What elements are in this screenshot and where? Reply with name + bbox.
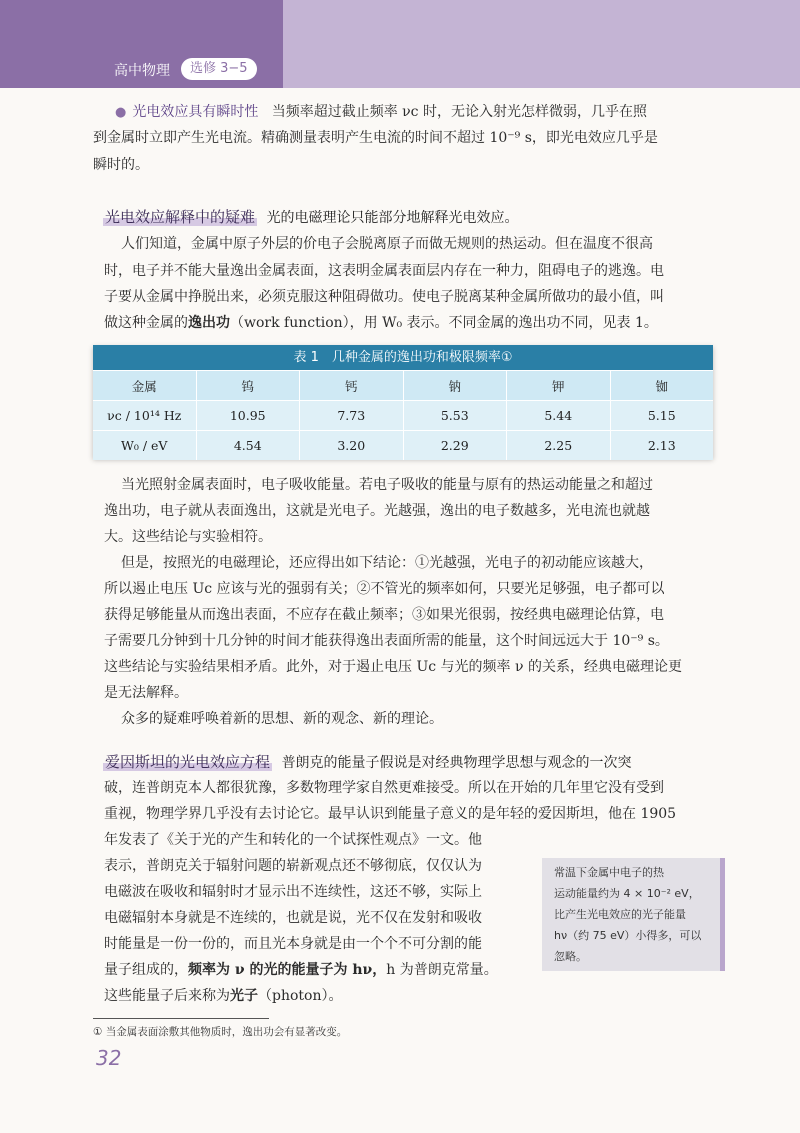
table-header-cell: 铷 [610, 371, 714, 400]
s1-p2-line-3: 大。这些结论与实验相符。 [104, 529, 272, 545]
table-cell: 5.15 [610, 401, 714, 430]
table-header-cell: 钙 [299, 371, 403, 400]
s2-line-9 [104, 959, 498, 982]
header-subject: 高中物理 [114, 63, 170, 79]
s1-p1-line-1: 人们知道，金属中原子外层的价电子会脱离原子而做无规则的热运动。但在温度不很高 [121, 236, 653, 252]
table-cell: 5.53 [403, 401, 507, 430]
table-cell: 7.73 [299, 401, 403, 430]
table-header-cell: 金属 [131, 378, 157, 394]
s1-p4: 众多的疑难呼唤着新的思想、新的观念、新的理论。 [121, 711, 443, 727]
s1-p1-last-suffix: （work function），用 W₀ 表示。不同金属的逸出功不同，见表 1。 [230, 315, 658, 331]
margin-note-line: 忽略。 [554, 950, 587, 963]
table-header-cell: 钾 [506, 371, 610, 400]
intro-text-1: 当频率超过截止频率 νc 时，无论入射光怎样微弱，几乎在照 [271, 104, 647, 120]
margin-note-tab [720, 858, 725, 971]
table-row-work-function [93, 430, 713, 460]
page-number: 32 [96, 1046, 122, 1070]
table-cell: 4.54 [196, 431, 300, 460]
s2-last-suffix: （photon）。 [258, 988, 343, 1004]
s2-line-7: 电磁辐射本身就是不连续的，也就是说，光不仅在发射和吸收 [104, 910, 482, 926]
s1-p2-line-1: 当光照射金属表面时，电子吸收能量。若电子吸收的能量与原有的热运动能量之和超过 [121, 477, 653, 493]
photon-energy-statement: 频率为 ν 的光的能量子为 hν， [188, 962, 387, 978]
table-row-frequency [93, 400, 713, 430]
s1-p3-line-3: 获得足够能量从而逸出表面，不应存在截止频率；③如果光很弱，按经典电磁理论估算，电 [104, 607, 664, 623]
margin-note-line: hν（约 75 eV）小得多，可以 [554, 929, 702, 942]
intro-line-1 [115, 101, 647, 125]
s2-line-3: 重视，物理学界几乎没有去讨论它。最早认识到能量子意义的是年轻的爱因斯坦，他在 1905 [104, 806, 677, 822]
s1-p3-line-2: 所以遏止电压 Uc 应该与光的强弱有关；②不管光的频率如何，只要光足够强，电子都可以 [104, 581, 665, 597]
section1-heading-rest: 光的电磁理论只能部分地解释光电效应。 [266, 210, 519, 226]
margin-note-line: 运动能量约为 4 × 10⁻² eV， [554, 887, 700, 900]
table-cell: 2.25 [506, 431, 610, 460]
table-header-cell: 钨 [196, 371, 300, 400]
s2-line-5: 表示，普朗克关于辐射问题的崭新观点还不够彻底，仅仅认为 [104, 858, 482, 874]
footnote: ① 当金属表面涂敷其他物质时，逸出功会有显著改变。 [93, 1026, 348, 1038]
s2-line-8: 时能量是一份一份的，而且光本身就是由一个个不可分割的能 [104, 936, 482, 952]
table-header-row [93, 370, 713, 400]
section2-heading: 爱因斯坦的光电效应方程 [105, 753, 271, 771]
s2-line-6: 电磁波在吸收和辐射时才显示出不连续性，这还不够，实际上 [104, 884, 482, 900]
s1-p3-line-4: 子需要几分钟到十几分钟的时间才能获得逸出表面所需的能量，这个时间远远大于 10⁻⁹ s。 [104, 633, 669, 649]
margin-note-line: 比产生光电效应的光子能量 [554, 908, 686, 921]
table-cell: 2.29 [403, 431, 507, 460]
section1-heading: 光电效应解释中的疑难 [105, 208, 256, 226]
header-volume-badge: 选修 3−5 [181, 58, 257, 80]
table-cell: 5.44 [506, 401, 610, 430]
table-cell: 2.13 [610, 431, 714, 460]
margin-note-line: 常温下金属中电子的热 [554, 866, 664, 879]
s1-p3-line-1: 但是，按照光的电磁理论，还应得出如下结论：①光越强，光电子的初动能应该越大， [121, 555, 653, 571]
photon-term: 光子 [230, 988, 258, 1004]
s1-p1-line-4 [104, 312, 658, 335]
table-title: 表 1 几种金属的逸出功和极限频率① [93, 345, 713, 370]
table-row-label: νc / 10¹⁴ Hz [107, 408, 182, 423]
s2-emph-prefix: 量子组成的， [104, 962, 188, 978]
header-lavender-block [283, 0, 800, 88]
s2-line-2: 破，连普朗克本人都很犹豫，多数物理学家自然更难接受。所以在开始的几年里它没有受到 [104, 780, 664, 796]
bullet-icon: ● [115, 105, 127, 120]
s2-line-10 [104, 985, 342, 1008]
s1-p1-line-3: 子要从金属中挣脱出来，必须克服这种阻碍做功。使电子脱离某种金属所做功的最小值，叫 [104, 289, 664, 305]
s2-last-prefix: 这些能量子后来称为 [104, 988, 230, 1004]
footnote-rule [93, 1018, 269, 1019]
section1-heading-line [103, 206, 519, 229]
s2-line-4: 年发表了《关于光的产生和转化的一个试探性观点》一文。他 [104, 832, 482, 848]
table-header-cell: 钠 [403, 371, 507, 400]
intro-line-2: 到金属时立即产生光电流。精确测量表明产生电流的时间不超过 10⁻⁹ s，即光电效应几乎是 [93, 130, 658, 146]
s2-emph-suffix: h 为普朗克常量。 [386, 962, 498, 978]
s1-p3-line-5: 这些结论与实验结果相矛盾。此外，对于遏止电压 Uc 与光的频率 ν 的关系，经典电磁理论更 [104, 659, 682, 675]
s1-p1-line-2: 时，电子并不能大量逸出金属表面，这表明金属表面层内存在一种力，阻碍电子的逃逸。电 [104, 263, 664, 279]
intro-line-3: 瞬时的。 [93, 157, 149, 173]
s1-p2-line-2: 逸出功，电子就从表面逸出，这就是光电子。光越强，逸出的电子数越多，光电流也就越 [104, 503, 650, 519]
s1-p3-line-6: 是无法解释。 [104, 685, 188, 701]
table-cell: 3.20 [299, 431, 403, 460]
section2-heading-line [103, 751, 632, 774]
s1-p1-last-prefix: 做这种金属的 [104, 315, 188, 331]
margin-note [542, 858, 722, 971]
section2-line-1: 普朗克的能量子假说是对经典物理学思想与观念的一次突 [281, 755, 632, 771]
work-function-table [93, 345, 713, 458]
table-row-label: W₀ / eV [121, 438, 168, 453]
intro-term: 光电效应具有瞬时性 [132, 104, 259, 120]
work-function-term: 逸出功 [188, 315, 230, 331]
table-cell: 10.95 [196, 401, 300, 430]
